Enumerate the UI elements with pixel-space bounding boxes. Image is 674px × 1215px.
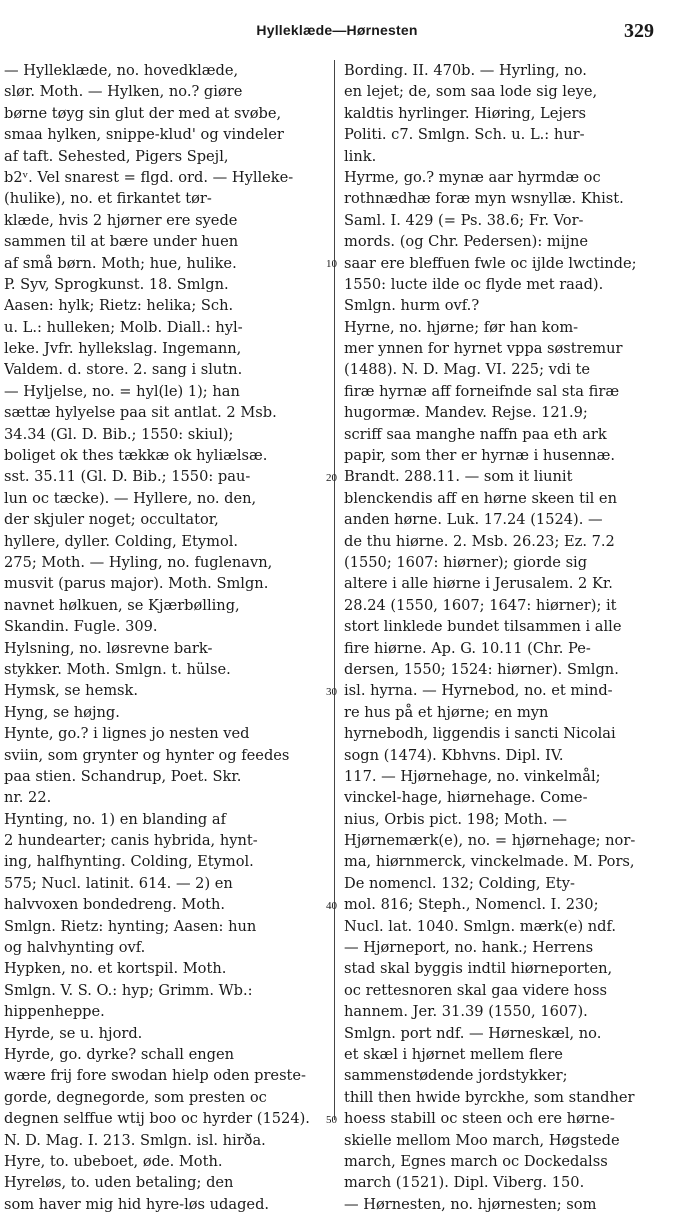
text-line: stad skal byggis indtil hiørneporten,: [344, 960, 613, 978]
text-line: af små børn. Moth; hue, hulike.: [4, 254, 237, 272]
line-number: 50: [326, 1113, 337, 1126]
text-line: der skjuler noget; occultator,: [4, 511, 219, 529]
text-line: (1550; 1607: hiørner); giorde sig: [344, 553, 588, 571]
text-line: Skandin. Fugle. 309.: [4, 618, 158, 636]
text-line: march (1521). Dipl. Viberg. 150.: [344, 1174, 585, 1192]
text-line: boliget ok thes tækkæ ok hyliælsæ.: [4, 447, 268, 465]
text-line: P. Syv, Sprogkunst. 18. Smlgn.: [4, 275, 229, 293]
text-line: en lejet; de, som saa lode sig leye,: [344, 83, 598, 101]
text-line: Hjørnemærk(e), no. = hjørnehage; nor-: [344, 832, 636, 850]
text-line: paa stien. Schandrup, Poet. Skr.: [4, 767, 242, 785]
text-line: af taft. Sehested, Pigers Spejl,: [4, 147, 229, 165]
text-line: u. L.: hulleken; Molb. Diall.: hyl-: [4, 318, 243, 336]
text-line: Hynte, go.? i lignes jo nesten ved: [4, 725, 250, 743]
text-line: hoess stabill oc steen och ere hørne-: [344, 1110, 615, 1128]
text-line: papir, som ther er hyrnæ i husennæ.: [344, 447, 615, 465]
text-line: Politi. c7. Smlgn. Sch. u. L.: hur-: [344, 126, 585, 144]
text-line: rothnædhæ foræ myn wsnyllæ. Khist.: [344, 190, 624, 208]
text-line: hyllere, dyller. Colding, Etymol.: [4, 532, 239, 550]
text-line: Hyrde, se u. hjord.: [4, 1024, 143, 1042]
text-line: wære frij fore swodan hielp oden preste-: [4, 1067, 306, 1085]
text-line: ma, hiørnmerck, vinckelmade. M. Pors,: [344, 853, 635, 871]
text-line: halvvoxen bondedreng. Moth.: [4, 896, 226, 914]
text-line: 275; Moth. — Hyling, no. fuglenavn,: [4, 553, 273, 571]
text-line: degnen selffue wtij boo oc hyrder (1524).: [4, 1110, 310, 1128]
text-line: isl. hyrna. — Hyrnebod, no. et mind-: [344, 682, 613, 700]
text-line: Hylsning, no. løsrevne bark-: [4, 639, 213, 657]
text-line: scriff saa manghe naffn paa eth ark: [344, 425, 607, 443]
text-line: Smlgn. port ndf. — Hørneskæl, no.: [344, 1024, 602, 1042]
text-line: altere i alle hiørne i Jerusalem. 2 Kr.: [344, 575, 613, 593]
text-line: 575; Nucl. latinit. 614. — 2) en: [4, 874, 233, 892]
text-line: musvit (parus major). Moth. Smlgn.: [4, 575, 269, 593]
text-line: Hypken, no. et kortspil. Moth.: [4, 960, 227, 978]
text-line: sættæ hylyelse paa sit antlat. 2 Msb.: [4, 404, 277, 422]
text-line: nr. 22.: [4, 789, 52, 807]
text-line: Brandt. 288.11. — som it liunit: [344, 468, 573, 486]
text-line: b2ᵛ. Vel snarest = flgd. ord. — Hylleke-: [4, 168, 294, 186]
text-line: Bording. II. 470b. — Hyrling, no.: [344, 62, 587, 79]
text-line: Smlgn. Rietz: hynting; Aasen: hun: [4, 917, 257, 935]
text-line: march, Egnes march oc Dockedalss: [344, 1152, 608, 1170]
text-line: Valdem. d. store. 2. sang i slutn.: [4, 361, 243, 379]
text-line: mer ynnen for hyrnet vppa søstremur: [344, 340, 623, 358]
text-line: Hyre, to. ubeboet, øde. Moth.: [4, 1152, 223, 1170]
text-line: sogn (1474). Kbhvns. Dipl. IV.: [344, 746, 564, 764]
text-line: (1488). N. D. Mag. VI. 225; vdi te: [344, 361, 591, 379]
column-divider: [334, 60, 335, 1120]
text-line: stort linklede bundet tilsammen i alle: [344, 618, 622, 636]
text-line: — Hyljelse, no. = hyl(le) 1); han: [4, 382, 240, 400]
text-line: de thu hiørne. 2. Msb. 26.23; Ez. 7.2: [344, 532, 615, 550]
text-line: 117. — Hjørnehage, no. vinkelmål;: [344, 767, 601, 785]
text-line: 28.24 (1550, 1607; 1647: hiørner); it: [344, 596, 617, 614]
text-line: slør. Moth. — Hylken, no.? giøre: [4, 83, 243, 101]
line-number: 10: [326, 257, 337, 270]
text-line: 34.34 (Gl. D. Bib.; 1550: skiul);: [4, 425, 234, 443]
text-line: Nucl. lat. 1040. Smlgn. mærk(e) ndf.: [344, 917, 617, 935]
text-line: et skæl i hjørnet mellem flere: [344, 1045, 563, 1063]
text-line: Hyrde, go. dyrke? schall engen: [4, 1045, 235, 1063]
line-number: 30: [326, 685, 337, 698]
text-line: stykker. Moth. Smlgn. t. hülse.: [4, 660, 231, 678]
text-line: anden hørne. Luk. 17.24 (1524). —: [344, 511, 603, 529]
text-line: — Hørnesten, no. hjørnesten; som: [344, 1195, 597, 1213]
text-line: Saml. I. 429 (= Ps. 38.6; Fr. Vor-: [344, 211, 584, 229]
text-line: navnet hølkuen, se Kjærbølling,: [4, 596, 240, 614]
text-line: hippenheppe.: [4, 1003, 105, 1021]
text-line: hugormæ. Mandev. Rejse. 121.9;: [344, 404, 588, 422]
text-line: Smlgn. hurm ovf.?: [344, 297, 480, 315]
page-header: [0, 22, 674, 42]
text-line: 1550: lucte ilde oc flyde met raad).: [344, 275, 604, 293]
text-line: sst. 35.11 (Gl. D. Bib.; 1550: pau-: [4, 468, 251, 486]
text-line: kaldtis hyrlinger. Hiøring, Lejers: [344, 104, 586, 122]
text-line: hyrnebodh, liggendis i sancti Nicolai: [344, 725, 616, 743]
text-line: Aasen: hylk; Rietz: helika; Sch.: [4, 297, 234, 315]
running-title: Hylleklæde—Hørnesten: [256, 22, 418, 38]
text-line: firæ hyrnæ aff forneifnde sal sta firæ: [344, 382, 620, 400]
text-line: saar ere bleffuen fwle oc ijlde lwctinde;: [344, 254, 637, 272]
line-number: 40: [326, 899, 337, 912]
text-line: smaa hylken, snippe-klud' og vindeler: [4, 126, 284, 144]
text-line: som haver mig hid hyre-løs udaged.: [4, 1195, 270, 1213]
text-line: — Hylleklæde, no. hovedklæde,: [4, 62, 239, 79]
text-line: dersen, 1550; 1524: hiørner). Smlgn.: [344, 660, 619, 678]
text-line: Hymsk, se hemsk.: [4, 682, 139, 700]
text-line: leke. Jvfr. hyllekslag. Ingemann,: [4, 340, 242, 358]
text-line: sammen til at bære under huen: [4, 233, 239, 251]
text-line: fire hiørne. Ap. G. 10.11 (Chr. Pe-: [344, 639, 591, 657]
text-line: lun oc tæcke). — Hyllere, no. den,: [4, 489, 257, 507]
text-line: ing, halfhynting. Colding, Etymol.: [4, 853, 254, 871]
text-line: vinckel-hage, hiørnehage. Come-: [344, 789, 588, 807]
text-line: og halvhynting ovf.: [4, 939, 146, 957]
text-line: Hyreløs, to. uden betaling; den: [4, 1174, 234, 1192]
text-line: link.: [344, 147, 377, 165]
text-line: børne tøyg sin glut der med at svøbe,: [4, 104, 282, 122]
text-line: nius, Orbis pict. 198; Moth. —: [344, 810, 567, 828]
text-line: Hyrme, go.? mynæ aar hyrmdæ oc: [344, 168, 601, 186]
text-line: oc rettesnoren skal gaa videre hoss: [344, 981, 607, 999]
page-number: 329: [624, 20, 654, 42]
text-line: re hus på et hjørne; en myn: [344, 703, 549, 721]
text-line: hannem. Jer. 31.39 (1550, 1607).: [344, 1003, 588, 1021]
text-line: — Hjørneport, no. hank.; Herrens: [344, 939, 594, 957]
text-line: Hynting, no. 1) en blanding af: [4, 810, 227, 828]
text-line: Smlgn. V. S. O.: hyp; Grimm. Wb.:: [4, 981, 253, 999]
text-line: Hyrne, no. hjørne; før han kom-: [344, 318, 579, 336]
text-line: Hyng, se højng.: [4, 703, 120, 721]
text-line: blenckendis aff en hørne skeen til en: [344, 489, 617, 507]
text-line: N. D. Mag. I. 213. Smlgn. isl. hirða.: [4, 1131, 266, 1149]
text-line: sammenstødende jordstykker;: [344, 1067, 568, 1085]
text-line: De nomencl. 132; Colding, Ety-: [344, 874, 575, 892]
text-line: skielle mellom Moo march, Høgstede: [344, 1131, 620, 1149]
line-number: 20: [326, 471, 337, 484]
text-line: 2 hundearter; canis hybrida, hynt-: [4, 832, 258, 850]
text-line: klæde, hvis 2 hjørner ere syede: [4, 211, 238, 229]
left-column: [4, 60, 330, 1215]
text-line: mords. (og Chr. Pedersen): mijne: [344, 233, 588, 251]
text-line: mol. 816; Steph., Nomencl. I. 230;: [344, 896, 599, 914]
text-line: sviin, som grynter og hynter og feedes: [4, 746, 290, 764]
text-line: gorde, degnegorde, som presten oc: [4, 1088, 267, 1106]
text-line: thill then hwide byrckhe, som standher: [344, 1088, 635, 1106]
right-column: [344, 60, 662, 1215]
text-line: (hulike), no. et firkantet tør-: [4, 190, 212, 208]
